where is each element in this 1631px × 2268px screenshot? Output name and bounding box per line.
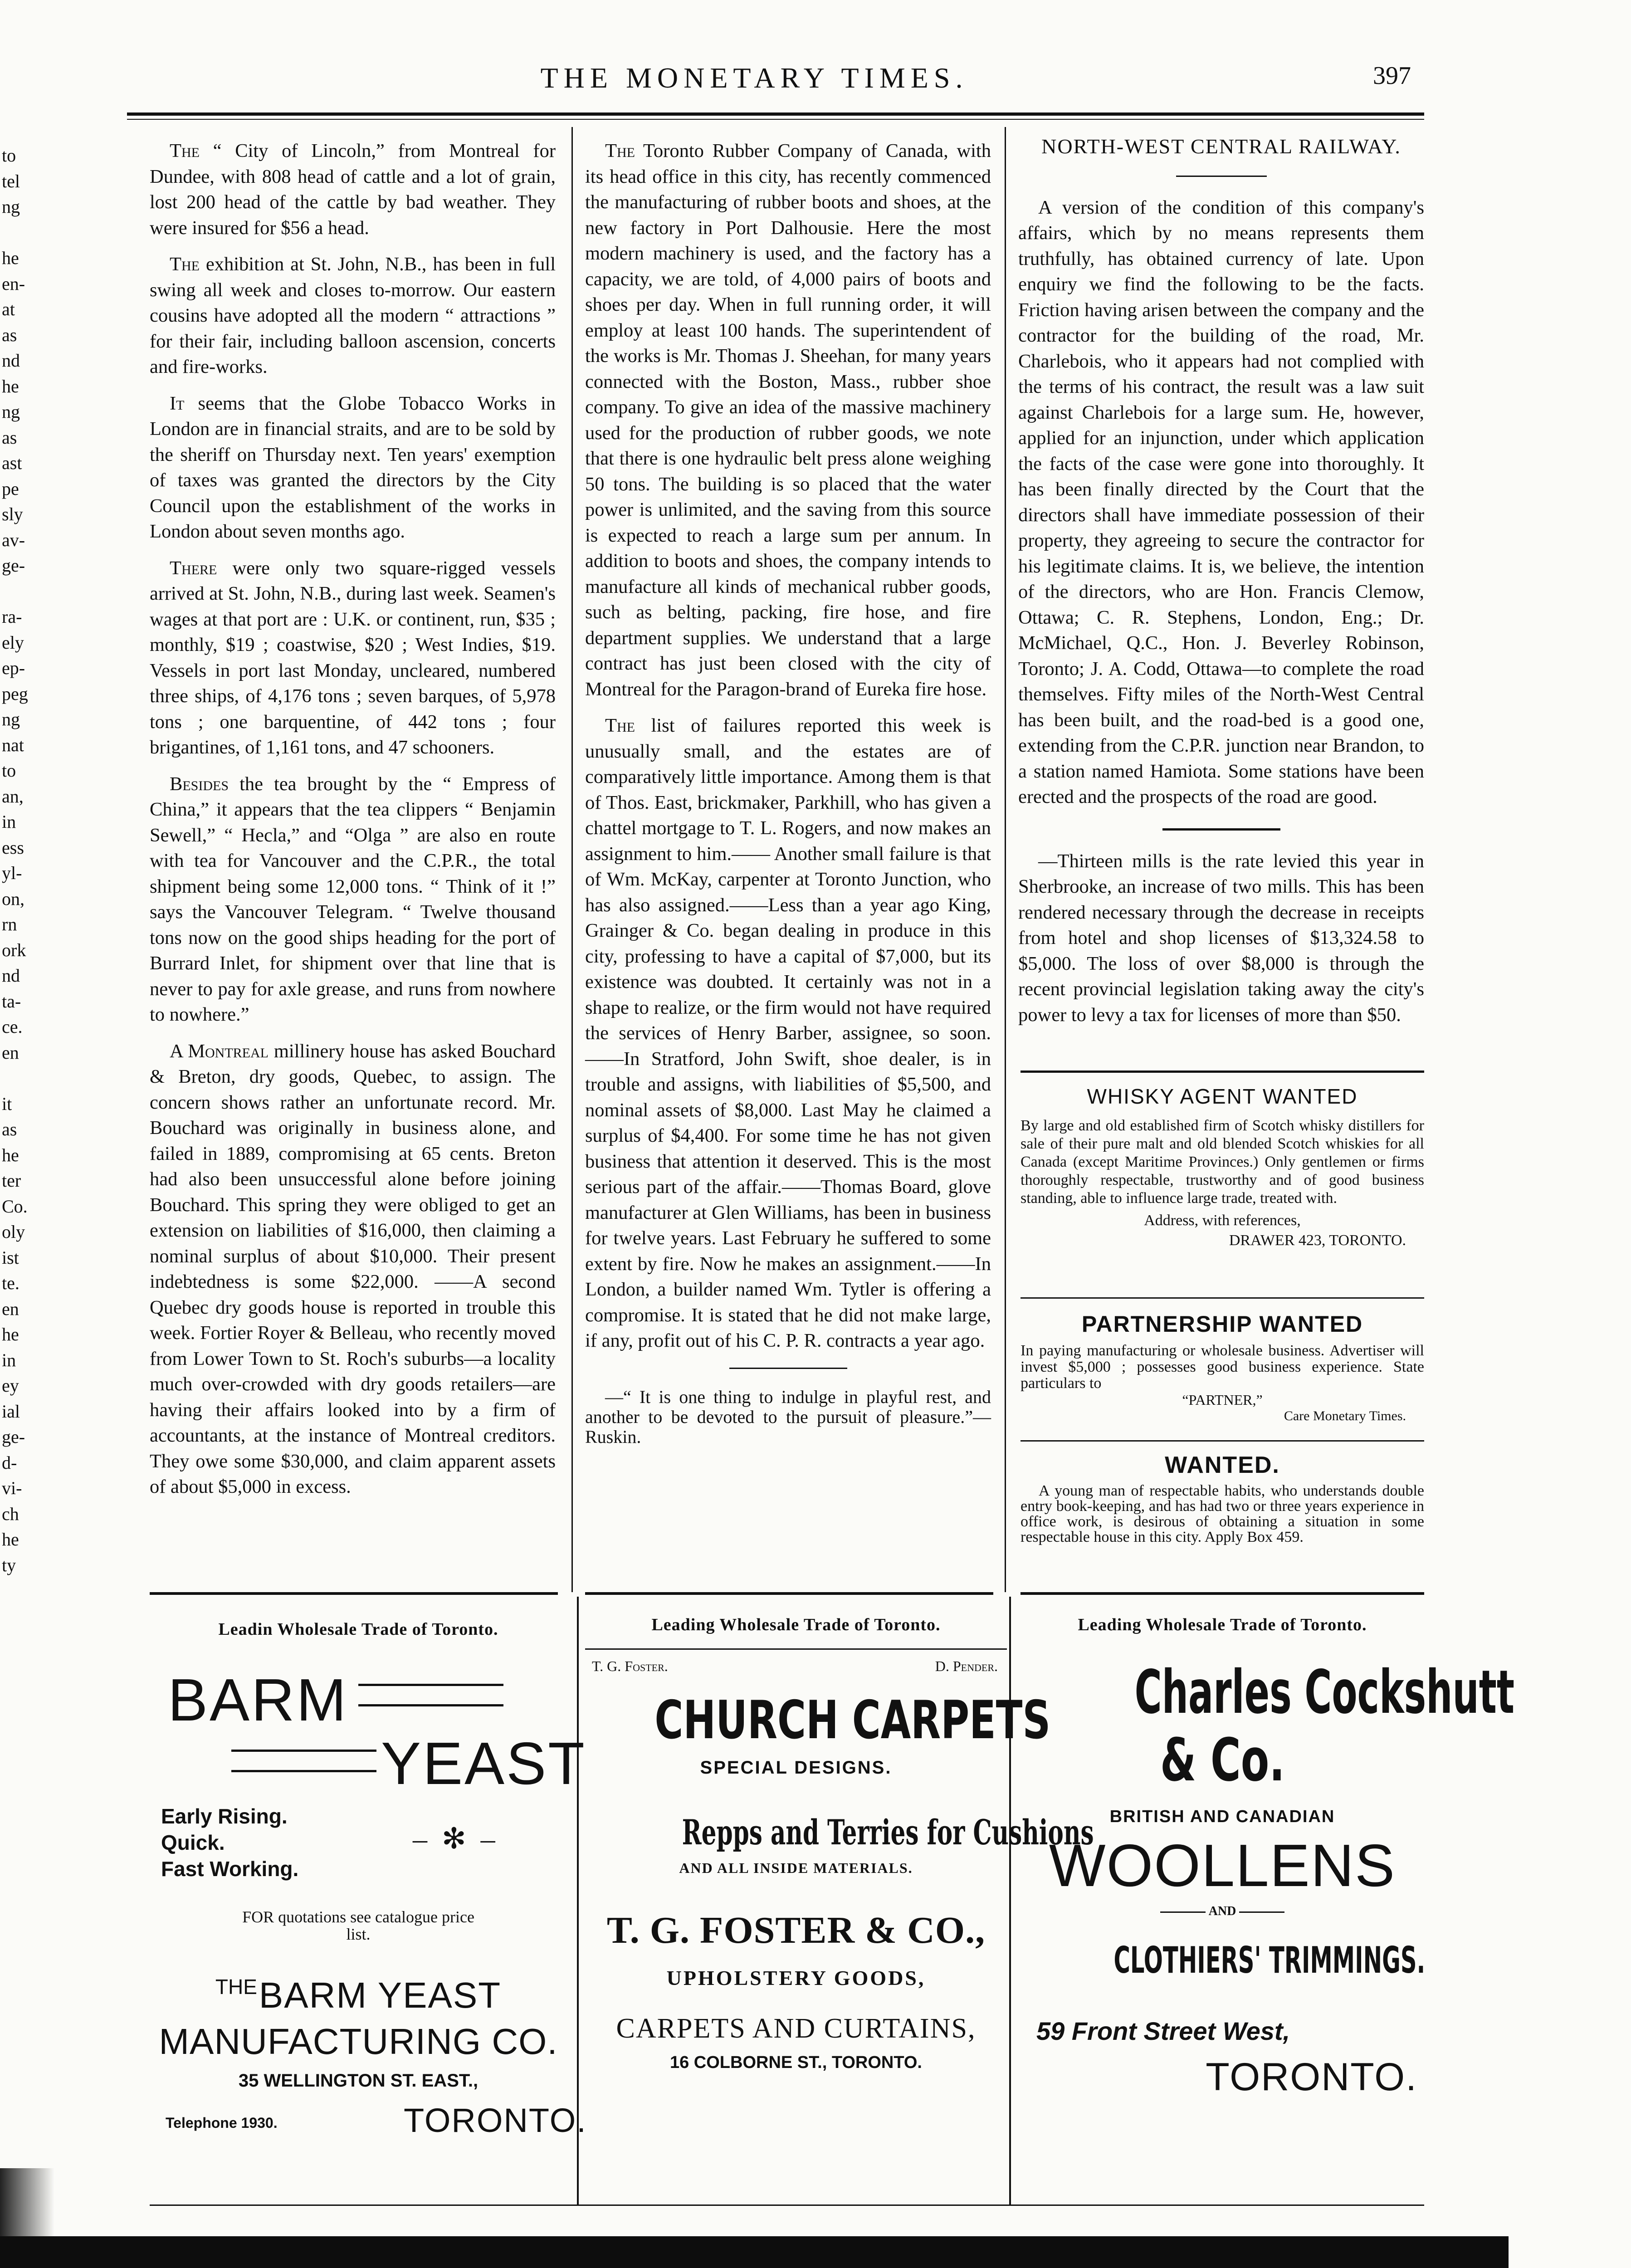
paragraph-lead: There bbox=[170, 557, 217, 579]
fragment-line: in bbox=[2, 1349, 16, 1370]
section-heading-north-west: NORTH-WEST CENTRAL RAILWAY. bbox=[1041, 135, 1401, 158]
barm-telephone: Telephone 1930. bbox=[166, 2115, 278, 2131]
ads-rule-left bbox=[150, 1592, 558, 1595]
cockshutt-city: TORONTO. bbox=[1206, 2055, 1417, 2099]
header-rule-thick bbox=[127, 112, 1424, 116]
cockshutt-co-row bbox=[1018, 1725, 1426, 1794]
col1-paragraph bbox=[150, 556, 556, 761]
fragment-line bbox=[2, 1066, 28, 1091]
barm-company-1 bbox=[150, 1975, 567, 2016]
paragraph-lead: A Montreal bbox=[170, 1040, 269, 1062]
paragraph-lead: Besides bbox=[170, 773, 229, 795]
fragment-line: ty bbox=[2, 1554, 16, 1575]
quote-rule bbox=[729, 1368, 847, 1369]
fragment-line: en bbox=[2, 1298, 19, 1319]
fragment-line: ter bbox=[2, 1170, 21, 1191]
heading-rule bbox=[1176, 176, 1267, 177]
scan-left-edge-shadow bbox=[0, 2168, 54, 2236]
cockshutt-name-1: Charles Cockshutt bbox=[1134, 1657, 1515, 1727]
foster-firm: T. G. FOSTER & CO., bbox=[606, 1909, 986, 1951]
col1-paragraph bbox=[150, 391, 556, 545]
fragment-line: yl- bbox=[2, 863, 22, 883]
foster-address: 16 COLBORNE ST., TORONTO. bbox=[669, 2053, 922, 2072]
wanted-ad bbox=[1021, 1452, 1424, 1545]
paragraph-text: exhibition at St. John, N.B., has been in full swing all week and closes to-morrow. Our eastern cousins have adopted all the modern “ attractions ” for their fair, including balloon ascension, concerts and fire-works. bbox=[150, 254, 556, 377]
fragment-line: vi- bbox=[2, 1478, 22, 1498]
yeast-word: YEAST bbox=[381, 1730, 586, 1797]
paragraph-text: —“ It is one thing to indulge in playful rest, and another to be devoted to the pursuit of pleasure.”—Ruskin. bbox=[585, 1386, 991, 1447]
and-rule-right bbox=[1239, 1911, 1284, 1913]
fragment-line: Co. bbox=[2, 1196, 28, 1217]
whisky-address: Address, with references, bbox=[1144, 1212, 1301, 1229]
fragment-line bbox=[2, 579, 28, 605]
fragment-line: he bbox=[2, 1529, 19, 1549]
fragment-line: en bbox=[2, 1042, 19, 1063]
fragment-line: as bbox=[2, 427, 17, 448]
foster-names-row bbox=[585, 1658, 1007, 1681]
barm-feature-block bbox=[150, 1804, 567, 1899]
fragment-line: he bbox=[2, 376, 19, 396]
fragment-line: ey bbox=[2, 1375, 19, 1396]
repps-row bbox=[585, 1812, 1094, 1853]
barm-bottom-row bbox=[150, 2101, 587, 2142]
barm-feature-1: Early Rising. bbox=[161, 1804, 288, 1828]
column-rule-2 bbox=[1005, 127, 1006, 1592]
partnership-care: Care Monetary Times. bbox=[1284, 1408, 1406, 1423]
paragraph-text: the tea brought by the “ Empress of China,” it appears that the tea clippers “ Benjamin Sewell,” “ Hecla,” and “Olga ” are also en route with tea for Vancouver and the C.P.R., the total shipment being some 12,000 tons. “ Think of it !” says the Vancouver Telegram. “ Twelve thousand tons now on the good ships heading for the port of Burrard Inlet, for shipment over that line that is never to pay for axle grease, and runs from nowhere to nowhere.” bbox=[150, 773, 556, 1025]
barm-trade-heading: Leadin Wholesale Trade of Toronto. bbox=[218, 1620, 498, 1639]
paragraph-text: seems that the Globe Tobacco Works in London are in financial straits, and are to be sold by the sheriff on Thursday next. Ten years' exemption of taxes was granted the directors by the City Council upon the establishment of the works in London about seven months ago. bbox=[150, 392, 556, 542]
wanted-body: A young man of respectable habits, who understands double entry book-keeping, and has had two or three years experience in office work, is desirous of obtaining a situation in some respectable house in this city. Apply Box 459. bbox=[1021, 1482, 1424, 1545]
partnership-title: PARTNERSHIP WANTED bbox=[1081, 1311, 1363, 1337]
fragment-line: en- bbox=[2, 273, 25, 294]
fragment-line: nat bbox=[2, 734, 24, 755]
barm-company-2: MANUFACTURING CO. bbox=[159, 2021, 558, 2062]
whisky-body: By large and old established firm of Scotch whisky distillers for sale of their pure malt and old blended Scotch whiskies for all Canada (except Maritime Provinces.) Only gentlemen or firms thoroughly respectable, trustworthy and of good business standing, able to influence large trade, treated with. bbox=[1021, 1117, 1424, 1207]
fragment-line: ta- bbox=[2, 991, 21, 1012]
foster-right-name: D. Pender. bbox=[935, 1658, 998, 1674]
barm-word-row bbox=[150, 1666, 567, 1733]
fragment-line: to bbox=[2, 145, 16, 166]
cockshutt-name-row bbox=[1018, 1657, 1515, 1727]
col2-paragraph bbox=[585, 138, 991, 702]
fragment-line: te. bbox=[2, 1273, 20, 1293]
paragraph-lead: It bbox=[170, 392, 185, 414]
fragment-line: on, bbox=[2, 888, 24, 909]
fragment-line: oly bbox=[2, 1222, 25, 1242]
fragment-line: ast bbox=[2, 453, 22, 473]
partnership-to: “PARTNER,” bbox=[1182, 1392, 1263, 1408]
mills-rule bbox=[1162, 828, 1280, 831]
column-3-paragraphs bbox=[1018, 195, 1424, 1028]
fragment-line: ist bbox=[2, 1247, 19, 1268]
barm-quote: FOR quotations see catalogue price list. bbox=[242, 1908, 474, 1943]
barm-lines bbox=[358, 1684, 503, 1706]
col1-paragraph bbox=[150, 252, 556, 380]
fragment-line: ng bbox=[2, 401, 20, 422]
paragraph-text: list of failures reported this week is unusually small, and the estates are of comparatively little importance. Among them is that of Thos. East, brickmaker, Parkhill, who has given a chattel mortgage to T. L. Rogers, and now makes an assignment to him.—— Another small failure is that of Wm. McKay, carpenter at Toronto Junction, who has also assigned.——Less than a year ago King, Grainger & Co. began dealing in produce in this city, professing to have a capital of $7,000, but its existence was doubted. It certainly was not in a shape to realize, or the firm would not have required the services of Henry Barber, assignee, so soon.——In Stratford, John Swift, shoe dealer, is in trouble and assigns, with liabilities of $5,500, and nominal assets of $8,000. Last May he claimed a surplus of $4,400. For some time he has not given business that attention it deserved. This is the most serious part of the affair.——Thomas Board, glove manufacturer at Glen Williams, has been in business for twelve years. Last February he suffered to some extent by fire. Now he makes an assignment.——In London, a builder named Wm. Tytler is offering a compromise. It is stated that he did not make large, if any, profit out of his C. P. R. contracts a year ago. bbox=[585, 715, 991, 1351]
flower-ornament-icon: ✻ bbox=[442, 1823, 466, 1855]
fragment-line: nd bbox=[2, 965, 20, 986]
paragraph-lead: The bbox=[605, 140, 635, 161]
fragment-line: ge- bbox=[2, 555, 25, 576]
fragment-line: ely bbox=[2, 632, 24, 653]
cockshutt-and: AND bbox=[1208, 1904, 1236, 1918]
paragraph-text: Toronto Rubber Company of Canada, with its head office in this city, has recently commenced the manufacturing of rubber boots and shoes, at the new factory in Port Dalhousie. Here the most modern machinery is used, and the factory has a capacity, we are told, of 4,000 pairs of boots and shoes per day. When in full running order, it will employ at least 100 hands. The superintendent of the works is Mr. Thomas J. Sheehan, for many years connected with the Boston, Mass., rubber shoe company. To give an idea of the massive machinery used for the production of rubber goods, we note that there is one hydraulic belt press alone weighing 50 tons. The building is so placed that the water power is unlimited, and the saving from this source is expected to reach a large sum per annum. In addition to boots and shoes, the company intends to manufacture all kinds of mechanical rubber goods, such as belting, packing, fire hose, and fire department supplies. We understand that a large contract has just been closed with the city of Montreal for the Paragon-brand of Eureka fire hose. bbox=[585, 140, 991, 700]
fragment-line: sly bbox=[2, 504, 23, 524]
partnership-body: In paying manufacturing or wholesale business. Advertiser will invest $5,000 ; possesses good business experience. State particulars to bbox=[1021, 1342, 1424, 1392]
cockshutt-ad bbox=[1018, 1615, 1515, 2100]
foster-inside: AND ALL INSIDE MATERIALS. bbox=[679, 1860, 913, 1876]
fragment-line bbox=[2, 220, 28, 246]
paragraph-lead: The bbox=[605, 715, 635, 736]
dash-icon: – bbox=[480, 1823, 495, 1855]
fragment-line: ng bbox=[2, 196, 20, 217]
col3-paragraph bbox=[1018, 849, 1424, 1028]
barm-word: BARM bbox=[168, 1667, 348, 1733]
cockshutt-trimmings-row bbox=[1018, 1939, 1426, 1984]
foster-left-name: T. G. Foster. bbox=[592, 1658, 668, 1674]
barm-city: TORONTO. bbox=[404, 2102, 587, 2139]
fragment-line: an, bbox=[2, 786, 24, 807]
fragment-line: he bbox=[2, 1144, 19, 1165]
yeast-word-row bbox=[150, 1729, 586, 1797]
fragment-line: it bbox=[2, 1093, 12, 1114]
foster-trade-heading: Leading Wholesale Trade of Toronto. bbox=[651, 1615, 941, 1634]
left-margin-fragments bbox=[2, 143, 28, 1578]
wanted-title: WANTED. bbox=[1165, 1452, 1280, 1478]
col1-paragraph bbox=[150, 772, 556, 1028]
fragment-line: ge- bbox=[2, 1427, 25, 1447]
barm-address: 35 WELLINGTON ST. EAST., bbox=[238, 2071, 479, 2091]
fragment-line: ep- bbox=[2, 658, 25, 678]
fragment-line: ce. bbox=[2, 1017, 23, 1037]
repps-terries: Repps and Terries for Cushions bbox=[682, 1812, 1094, 1853]
col3-paragraph bbox=[1018, 195, 1424, 810]
fragment-line: ra- bbox=[2, 606, 22, 627]
paragraph-text: millinery house has asked Bouchard & Breton, dry goods, Quebec, to assign. The concern shows rather an unfortunate record. Mr. Bouchard was originally in business alone, and failed in 1889, compromising at 65 cents. Breton had also been unsuccessful alone before joining Bouchard. This spring they were obliged to get an extension on liabilities of $16,000, then claiming a nominal surplus of about $10,000. Their present indebtedness is some $22,000. ——A second Quebec dry goods house is reported in trouble this week. Fortier Royer & Belleau, who recently moved from Lower Town to St. Roch's suburbs—a locality much over-crowded with dry goods retailers—are having their affairs looked into by a firm of accountants, at the instance of Montreal creditors. They owe some $30,000, and claim apparent assets of about $5,000 in excess. bbox=[150, 1040, 556, 1497]
barm-company-name: BARM YEAST bbox=[259, 1975, 502, 2015]
paragraph-lead: The bbox=[170, 140, 200, 161]
fragment-line: d- bbox=[2, 1452, 17, 1473]
barm-feature-2: Quick. bbox=[161, 1831, 225, 1854]
paragraph-text: “ City of Lincoln,” from Montreal for Dundee, with 808 head of cattle and a lot of grain, lost 200 head of the cattle by bad weather. They were insured for $56 a head. bbox=[150, 140, 556, 239]
col1-paragraph bbox=[150, 1039, 556, 1500]
cockshutt-trimmings: CLOTHIERS' TRIMMINGS. bbox=[1113, 1939, 1426, 1981]
fragment-line: ng bbox=[2, 709, 20, 729]
masthead: THE MONETARY TIMES. bbox=[540, 62, 968, 94]
foster-upholstery: UPHOLSTERY GOODS, bbox=[666, 1966, 926, 1989]
cockshutt-woollens: WOOLLENS bbox=[1049, 1832, 1396, 1899]
and-rule-left bbox=[1160, 1911, 1206, 1913]
page-bottom-rule bbox=[150, 2204, 1424, 2206]
fragment-line: ial bbox=[2, 1401, 20, 1422]
fragment-line: as bbox=[2, 324, 17, 345]
fragment-line: pe bbox=[2, 478, 19, 499]
fragment-line: tel bbox=[2, 171, 20, 191]
ads-rule-right bbox=[1021, 1592, 1424, 1595]
paragraph-text: —Thirteen mills is the rate levied this year in Sherbrooke, an increase of two mills. This has been rendered necessary through the decrease in receipts from hotel and shop licenses of $13,324.58 to $5,000. The loss of over $8,000 is through the recent provincial legislation taking away the city's power to levy a tax for licenses of more than $50. bbox=[1018, 850, 1424, 1026]
church-carpets: CHURCH CARPETS bbox=[654, 1690, 1051, 1751]
page-number: 397 bbox=[1373, 62, 1411, 90]
fragment-line: peg bbox=[2, 683, 28, 704]
partnership-ad bbox=[1021, 1311, 1424, 1424]
whisky-drawer: DRAWER 423, TORONTO. bbox=[1229, 1232, 1406, 1249]
fragment-line: rn bbox=[2, 914, 17, 934]
ads-rule-mid bbox=[585, 1592, 993, 1595]
paragraph-text: A version of the condition of this company's affairs, which by no means represents them truthfully, has obtained currency of late. Upon enquiry we find the following to be the facts. Friction having arisen between the company and the contractor for the building of the road, Mr. Charlebois, who it appears had not complied with the terms of his contract, the result was a law suit against Charlebois for a large sum. He, however, applied for an injunction, under which application the facts of the case were gone into thoroughly. It has been finally directed by the Court that the directors shall have immediate possession of their property, they agreeing to secure the contractor for his legitimate claims. It is, we believe, the intention of the directors, who are Hon. Francis Clemow, Ottawa; C. R. Stephens, London, Eng.; Dr. McMichael, Q.C., Hon. J. Beverley Robinson, Toronto; J. A. Codd, Ottawa—to complete the road themselves. Fifty miles of the North-West Central has been built, and the road-bed is a good one, extending from the C.P.R. junction near Brandon, to a station named Hamiota. Some stations have been erected and the prospects of the road are good. bbox=[1018, 196, 1424, 807]
cockshutt-address: 59 Front Street West, bbox=[1036, 2017, 1290, 2045]
fragment-line: nd bbox=[2, 350, 20, 371]
foster-curtains: CARPETS AND CURTAINS, bbox=[616, 2013, 976, 2044]
cockshutt-trade-heading: Leading Wholesale Trade of Toronto. bbox=[1078, 1615, 1367, 1634]
partnership-rule bbox=[1021, 1297, 1424, 1299]
scan-bottom-edge bbox=[0, 2236, 1509, 2268]
column-1-text bbox=[150, 138, 556, 1511]
foster-special: SPECIAL DESIGNS. bbox=[700, 1758, 892, 1778]
column-2-text bbox=[585, 138, 991, 1458]
cockshutt-and-row bbox=[1018, 1904, 1426, 1919]
church-carpets-row bbox=[585, 1690, 1051, 1753]
whisky-ad bbox=[1021, 1084, 1424, 1249]
column-3-text bbox=[1018, 134, 1424, 1039]
fragment-line: he bbox=[2, 248, 19, 268]
col2-paragraph bbox=[585, 713, 991, 1354]
col1-paragraph bbox=[150, 138, 556, 241]
fragment-line: in bbox=[2, 811, 16, 832]
column-rule-1 bbox=[571, 127, 573, 1592]
fragment-line: ork bbox=[2, 939, 26, 960]
barm-the: THE bbox=[215, 1975, 257, 1999]
yeast-lines bbox=[231, 1750, 376, 1772]
fragment-line: ess bbox=[2, 837, 24, 858]
fragment-line: av- bbox=[2, 529, 25, 550]
fragment-line: ch bbox=[2, 1503, 19, 1524]
paragraph-lead: The bbox=[170, 254, 200, 275]
cockshutt-british: BRITISH AND CANADIAN bbox=[1109, 1807, 1335, 1826]
wanted-rule bbox=[1021, 1440, 1424, 1442]
foster-trade-rule bbox=[585, 1648, 1007, 1650]
fragment-line: he bbox=[2, 1324, 19, 1344]
fragment-line: to bbox=[2, 760, 16, 781]
fragment-line: at bbox=[2, 299, 15, 319]
paragraph-text: were only two square-rigged vessels arrived at St. John, N.B., during last week. Seamen's wages at that port are : U.K. or continent, run, $35 ; monthly, $19 ; coastwise, $20 ; West Indies, $19. Vessels in port last Monday, uncleared, numbered three ships, of 4,176 tons ; seven barques, of 5,978 tons ; one barquentine, of 442 tons ; four brigantines, of 1,161 tons, and 47 schooners. bbox=[150, 557, 556, 758]
fragment-line: as bbox=[2, 1119, 17, 1139]
dash-icon: – bbox=[413, 1823, 427, 1855]
foster-ad bbox=[585, 1615, 1094, 2072]
cockshutt-name-2: & Co. bbox=[1160, 1725, 1285, 1794]
col2-paragraph bbox=[585, 1387, 991, 1447]
barm-ornament bbox=[413, 1822, 495, 1856]
header-rule-thin bbox=[127, 119, 1424, 120]
whisky-rule bbox=[1021, 1070, 1424, 1073]
barm-yeast-ad bbox=[150, 1619, 587, 2142]
whisky-title: WHISKY AGENT WANTED bbox=[1087, 1085, 1358, 1108]
ads-divider-2 bbox=[1009, 1597, 1011, 2204]
barm-feature-3: Fast Working. bbox=[161, 1857, 299, 1881]
